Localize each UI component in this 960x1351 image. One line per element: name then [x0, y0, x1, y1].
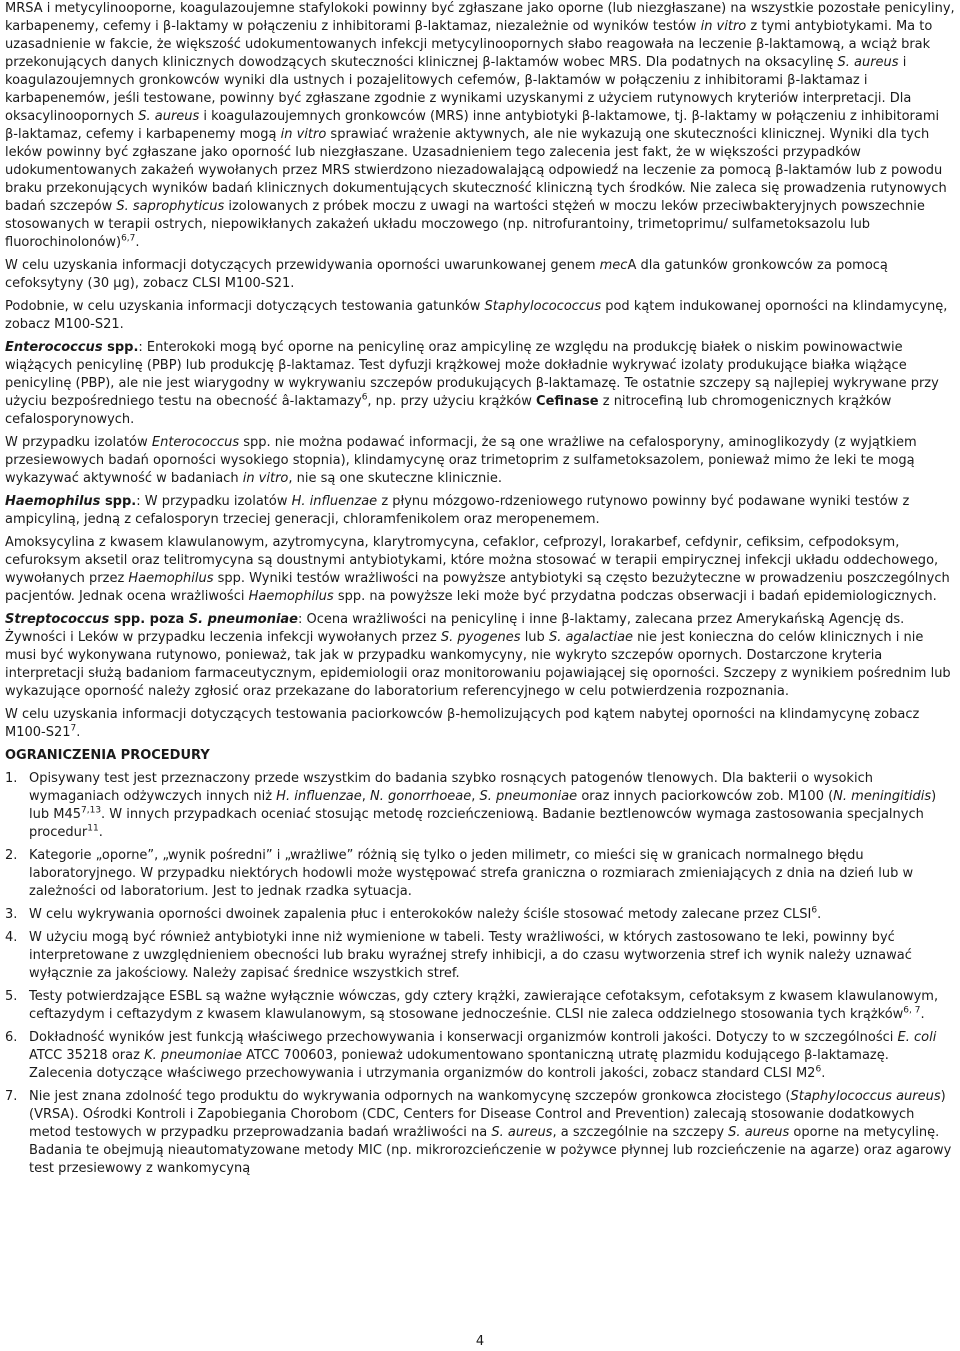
paragraph: MRSA i metycylinooporne, koagulazoujemne stafylokoki powinny być zgłaszane jako oporne (lub niezgłaszane) na wszystkie pozostałe penicyliny, karbapenemy, cefemy i β-laktamy w połączeniu z inhibitorami β-laktamaz, niezależnie od wyników testów in vitro z tymi antybiotykami. Ma to uzasadnienie w fakcie, że większość udokumentowanych infekcji metycylinoopornych słabo reagowała na leczenie β-laktamową, a wciąż brak przekonujących danych klinicznych dowodzących skuteczności klinicznej β-laktamów wobec MRS. Dla podatnych na oksacylinę S. aureus i koagulazoujemnych gronkowców wyniki dla ustnych i pozajelitowych cefemów, β-laktamów w połączeniu z inhibitorami β-laktamaz i karbapenemów, jeśli testowane, powinny być zgłaszane zgodnie z wynikami uzyskanymi z użyciem rutynowych kryteriów interpretacji. Dla oksacylinoopornych S. aureus i koagulazoujemnych gronkowców (MRS) inne antybiotyki β-laktamowe, tj. β-laktamy w połączeniu z inhibitorami β-laktamaz, cefemy i karbapenemy mogą in vitro sprawiać wrażenie aktywnych, ale nie wykazują one skuteczności klinicznej. Wyniki dla tych leków powinny być zgłaszane jako oporność lub niezgłaszane. Uzasadnieniem tego zalecenia jest fakt, że w większości przypadków udokumentowanych zakażeń wywołanych przez MRS stwierdzono niezadowalającą odpowiedź na leczenie za pomocą β-laktamów lub z powodu braku przekonujących wyników badań klinicznych dokumentujących skuteczność kliniczną tych środków. Nie zaleca się prowadzenia rutynowych badań szczepów S. saprophyticus izolowanych z próbek moczu z uwagi na wartości stężeń w moczu leków przeciwbakteryjnych powszechnie stosowanych w terapii ostrych, niepowikłanych zakażeń układu moczowego (np. nitrofurantoiny, trimetoprimu/ sulfametoksazolu lub fluorochinolonów)$^{6,7}$.: [5, 1, 955, 250]
list-item-text: Kategorie „oporne”, „wynik pośredni” i „wrażliwe” różnią się tylko o jeden milimetr, co mieści się w granicach normalnego błędu laboratoryjnego. W przypadku niektórych hodowli może występować strefa graniczna o rozmiarach zmieniających z dnia na dzień lub w zależności od laboratorium. Jest to jednak rzadka sytuacja.: [29, 848, 914, 899]
paragraph: Amoksycylina z kwasem klawulanowym, azytromycyna, klarytromycyna, cefaklor, cefprozyl, lorakarbef, cefdynir, cefiksim, cefpodoksym, cefuroksym aksetil oraz telitromycyna są doustnymi antybiotykami, które można stosować w terapii empirycznej infekcji układu oddechowego, wywołanych przez Haemophilus spp. Wyniki testów wrażliwości na powyższe antybiotyki są często bezużyteczne w prowadzeniu poszczególnych pacjentów. Jednak ocena wrażliwości Haemophilus spp. na powyższe leki może być przydatna podczas obserwacji i badań epidemiologicznych.: [5, 535, 950, 604]
page-number: 4: [475, 1334, 485, 1349]
paragraph: Streptococcus spp. poza S. pneumoniae: Ocena wrażliwości na penicylinę i inne β-laktamy, zalecana przez Amerykańską Agencję ds. Żywności i Leków w przypadku leczenia infekcji wywołanych przez S. pyogenes lub S. agalactiae nie jest konieczna do celów klinicznych i nie musi być wykonywana rutynowo, ponieważ, tak jak w przypadku wankomycyny, nie wykryto szczepów opornych. Dostarczone kryteria interpretacji służą badaniom farmaceutycznym, epidemiologii oraz monitorowaniu pojawiającej się oporności. Szczepy z wynikiem pośrednim lub wykazujące oporność należy zgłosić oraz przekazane do laboratorium referencyjnego w celu potwierdzenia rozpoznania.: [5, 612, 951, 699]
paragraph: W przypadku izolatów Enterococcus spp. nie można podawać informacji, że są one wrażliwe na cefalosporyny, aminoglikozydy (z wyjątkiem przesiewowych badań oporności wysokiego stopnia), klindamycynę oraz trimetoprim z sulfametoksazolem, ponieważ mimo że leki te mogą wykazywać aktywność w badaniach in vitro, nie są one skuteczne klinicznie.: [5, 435, 917, 486]
list-item-text: Opisywany test jest przeznaczony przede wszystkim do badania szybko rosnących patogenów tlenowych. Dla bakterii o wysokich wymaganiach odżywczych innych niż H. influenzae, N. gonorrhoeae, S. pneumoniae oraz innych paciorkowców zob. M100 (N. meningitidis) lub M45$^{7,13}$. W innych przypadkach oceniać stosując metodę rozcieńczeniową. Badanie beztlenowców wymaga zastosowania specjalnych procedur$^{11}$.: [29, 771, 937, 840]
list-item-number: 7.: [5, 1089, 18, 1104]
document-page: [5, 0, 955, 1183]
list-item-text: Dokładność wyników jest funkcją właściwego przechowywania i konserwacji organizmów kontroli jakości. Dotyczy to w szczególności E. coli ATCC 35218 oraz K. pneumoniae ATCC 700603, ponieważ udokumentowano spontaniczną utratę plazmidu kodującego β-laktamazę. Zalecenia dotyczące właściwego przechowywania i utrzymania organizmów do kontroli jakości, zobacz standard CLSI $M2^6$.: [29, 1030, 937, 1081]
list-item-number: 4.: [5, 930, 18, 945]
paragraph: Enterococcus spp.: Enterokoki mogą być oporne na penicylinę oraz ampicylinę ze względu na produkcję białek o niskim powinowactwie wiążących penicylinę (PBP) lub produkcję β-laktamaz. Test dyfuzji krążkowej może dokładnie wykrywać izolaty produkujące białka wiążące penicylinę (PBP), ale nie jest wiarygodny w wykrywaniu szczepów produkujących β-laktamazę. Te ostatnie szczepy są najlepiej wykrywane przy użyciu bezpośredniego testu na obecność â-laktamazy$^6$, np. przy użyciu krążków Cefinase z nitrocefiną lub chromogenicznych krążków cefalosporynowych.: [5, 340, 939, 427]
list-item-number: 1.: [5, 771, 18, 786]
list-item-number: 3.: [5, 907, 18, 922]
list-item-number: 5.: [5, 989, 18, 1004]
paragraph: Podobnie, w celu uzyskania informacji dotyczących testowania gatunków Staphylocococcus pod kątem indukowanej oporności na klindamycynę, zobacz M100-S21.: [5, 299, 948, 332]
list-item: [5, 770, 955, 842]
list-item-number: 2.: [5, 848, 18, 863]
list-item: [5, 1088, 955, 1178]
list-item-text: Nie jest znana zdolność tego produktu do wykrywania odpornych na wankomycynę szczepów gronkowca złocistego (Staphylococcus aureus) (VRSA). Ośrodki Kontroli i Zapobiegania Chorobom (CDC, Centers for Disease Control and Prevention) zalecają stosowanie dodatkowych metod testowych w przypadku przeprowadzania badań wrażliwości na S. aureus, a szczególnie na szczepy S. aureus oporne na metycylinę. Badania te obejmują nieautomatyzowane metody MIC (np. mikrorozcieńczenie w pożywce płynnej lub rozcieńczenie na agarze) oraz agarowy test przesiewowy z wankomycyną: [29, 1089, 952, 1176]
paragraph: Haemophilus spp.: W przypadku izolatów H. influenzae z płynu mózgowo-rdzeniowego rutynowo powinny być podawane wyniki testów z ampicyliną, jedną z cefalosporyn trzeciej generacji, chloramfenikolem oraz meropenemem.: [5, 494, 910, 527]
paragraph: W celu uzyskania informacji dotyczących przewidywania oporności uwarunkowanej genem mecA dla gatunków gronkowców za pomocą cefoksytyny (30 µg), zobacz CLSI M100-S21.: [5, 258, 888, 291]
limitations-list: [5, 770, 955, 1178]
paragraph: W celu uzyskania informacji dotyczących testowania paciorkowców β-hemolizujących pod kątem nabytej oporności na klindamycynę zobacz $M100-S21^7$.: [5, 707, 920, 740]
list-item-text: W celu wykrywania oporności dwoinek zapalenia płuc i enterokoków należy ściśle stosować metody zalecane przez CLSI$^6$.: [29, 905, 822, 922]
section-heading: OGRANICZENIA PROCEDURY: [5, 748, 210, 763]
list-item: [5, 1029, 955, 1083]
list-item-text: W użyciu mogą być również antybiotyki inne niż wymienione w tabeli. Testy wrażliwości, w których zastosowano te leki, powinny być interpretowane z uwzględnieniem obecności lub braku wyraźnej strefy inhibicji, a do czasu wytworzenia stref ich wynik należy uznawać wyłącznie za jakościowy. Należy zapisać średnice wszystkich stref.: [29, 930, 912, 981]
list-item-text: Testy potwierdzające ESBL są ważne wyłącznie wówczas, gdy cztery krążki, zawierające cefotaksym, cefotaksym z kwasem klawulanowym, ceftazydym i ceftazydym z kwasem klawulanowym, są stosowane jednocześnie. CLSI nie zaleca oddzielnego stosowania tych krążków$^{6, 7}$.: [29, 989, 939, 1022]
list-item: [5, 847, 955, 901]
body-text: [5, 0, 955, 742]
list-item: [5, 929, 955, 983]
list-item-number: 6.: [5, 1030, 18, 1045]
list-item: [5, 906, 955, 924]
list-item: [5, 988, 955, 1024]
